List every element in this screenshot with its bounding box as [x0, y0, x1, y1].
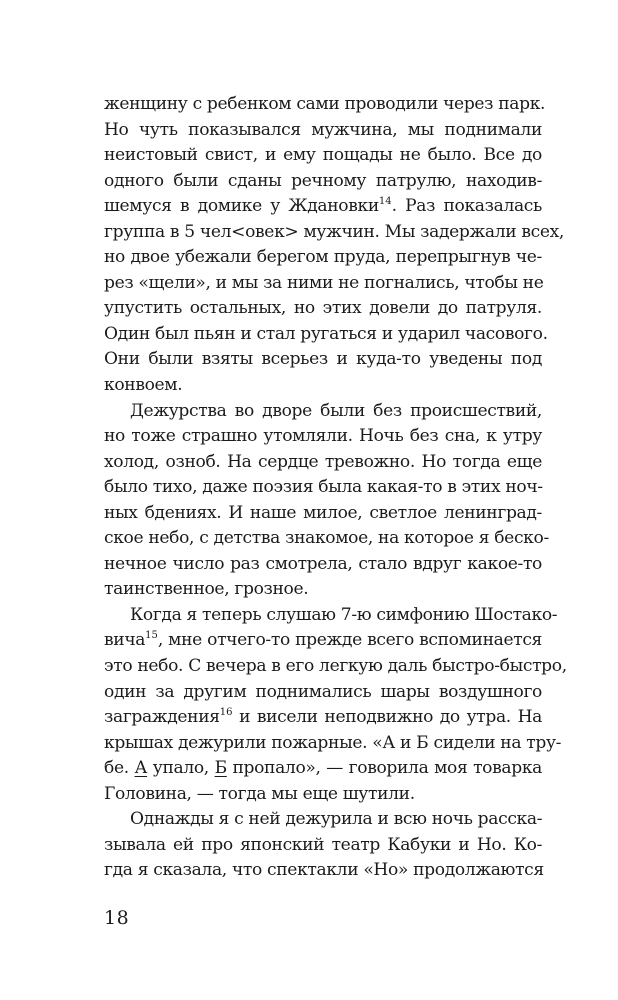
- text-line: шемуся в домике у Ждановки$^{14}$. Раз показалась: [104, 196, 542, 217]
- paragraph-start-line: Дежурства во дворе были без происшествий,: [130, 400, 542, 421]
- text-line: неистовый свист, и ему пощады не было. Все до: [104, 145, 542, 166]
- text-line: нечное число раз смотрела, стало вдруг какое-то: [104, 553, 542, 574]
- text-line: группа в 5 чел<овек> мужчин. Мы задержали всех,: [104, 221, 565, 242]
- underlined-letter-a: А: [134, 758, 148, 779]
- text-line: Они были взяты всерьез и куда-то уведены под: [104, 349, 542, 370]
- paragraph-start-line: Однажды я с ней дежурила и всю ночь расска-: [130, 809, 543, 830]
- text-line: это небо. С вечера в его легкую даль быстро-быстро,: [104, 656, 567, 677]
- text-line: но тоже страшно утомляли. Ночь без сна, к утру: [104, 426, 542, 447]
- text-line: бе. А упало, Б пропало», — говорила моя товарка: [104, 758, 543, 779]
- text-line: Но чуть показывался мужчина, мы поднимали: [104, 119, 542, 140]
- footnote-ref-14: 14: [378, 196, 392, 208]
- paragraph-start-line: Когда я теперь слушаю 7-ю симфонию Шостако-: [130, 604, 558, 625]
- text-line: гда я сказала, что спектакли «Но» продолжаются: [104, 860, 544, 881]
- text-line: ных бдениях. И наше милое, светлое ленинград-: [104, 502, 542, 523]
- body-text: [104, 92, 567, 884]
- text-line: но двое убежали берегом пруда, перепрыгнув че-: [104, 247, 542, 268]
- text-line: вича$^{15}$, мне отчего-то прежде всего вспоминается: [104, 630, 542, 651]
- text-line: ское небо, с детства знакомое, на которое я беско-: [104, 528, 549, 549]
- page-number: 18: [104, 907, 130, 929]
- text-line: женщину с ребенком сами проводили через парк.: [104, 94, 546, 114]
- footnote-ref-15: 15: [145, 630, 158, 642]
- text-line: одного были сданы речному патрулю, находив-: [104, 170, 542, 191]
- text-line: конвоем.: [104, 375, 183, 396]
- text-line: рез «щели», и мы за ними не погнались, чтобы не: [104, 272, 544, 293]
- text-line: заграждения$^{16}$ и висели неподвижно до утра. На: [104, 707, 542, 728]
- footnote-ref-16: 16: [219, 707, 233, 719]
- underlined-letter-b: Б: [214, 758, 227, 779]
- text-line: Один был пьян и стал ругаться и ударил часового.: [104, 323, 548, 344]
- text-line: зывала ей про японский театр Кабуки и Но. Ко-: [104, 834, 542, 855]
- text-line: один за другим поднимались шары воздушного: [104, 681, 542, 702]
- text-line: холод, озноб. На сердце тревожно. Но тогда еще: [104, 451, 542, 472]
- text-line: Головина, — тогда мы еще шутили.: [104, 783, 415, 804]
- text-line: крышах дежурили пожарные. «А и Б сидели на тру-: [104, 732, 562, 753]
- text-line: было тихо, даже поэзия была какая-то в этих ноч-: [104, 477, 543, 498]
- text-line: таинственное, грозное.: [104, 579, 309, 600]
- text-line: упустить остальных, но этих довели до патруля.: [104, 298, 542, 319]
